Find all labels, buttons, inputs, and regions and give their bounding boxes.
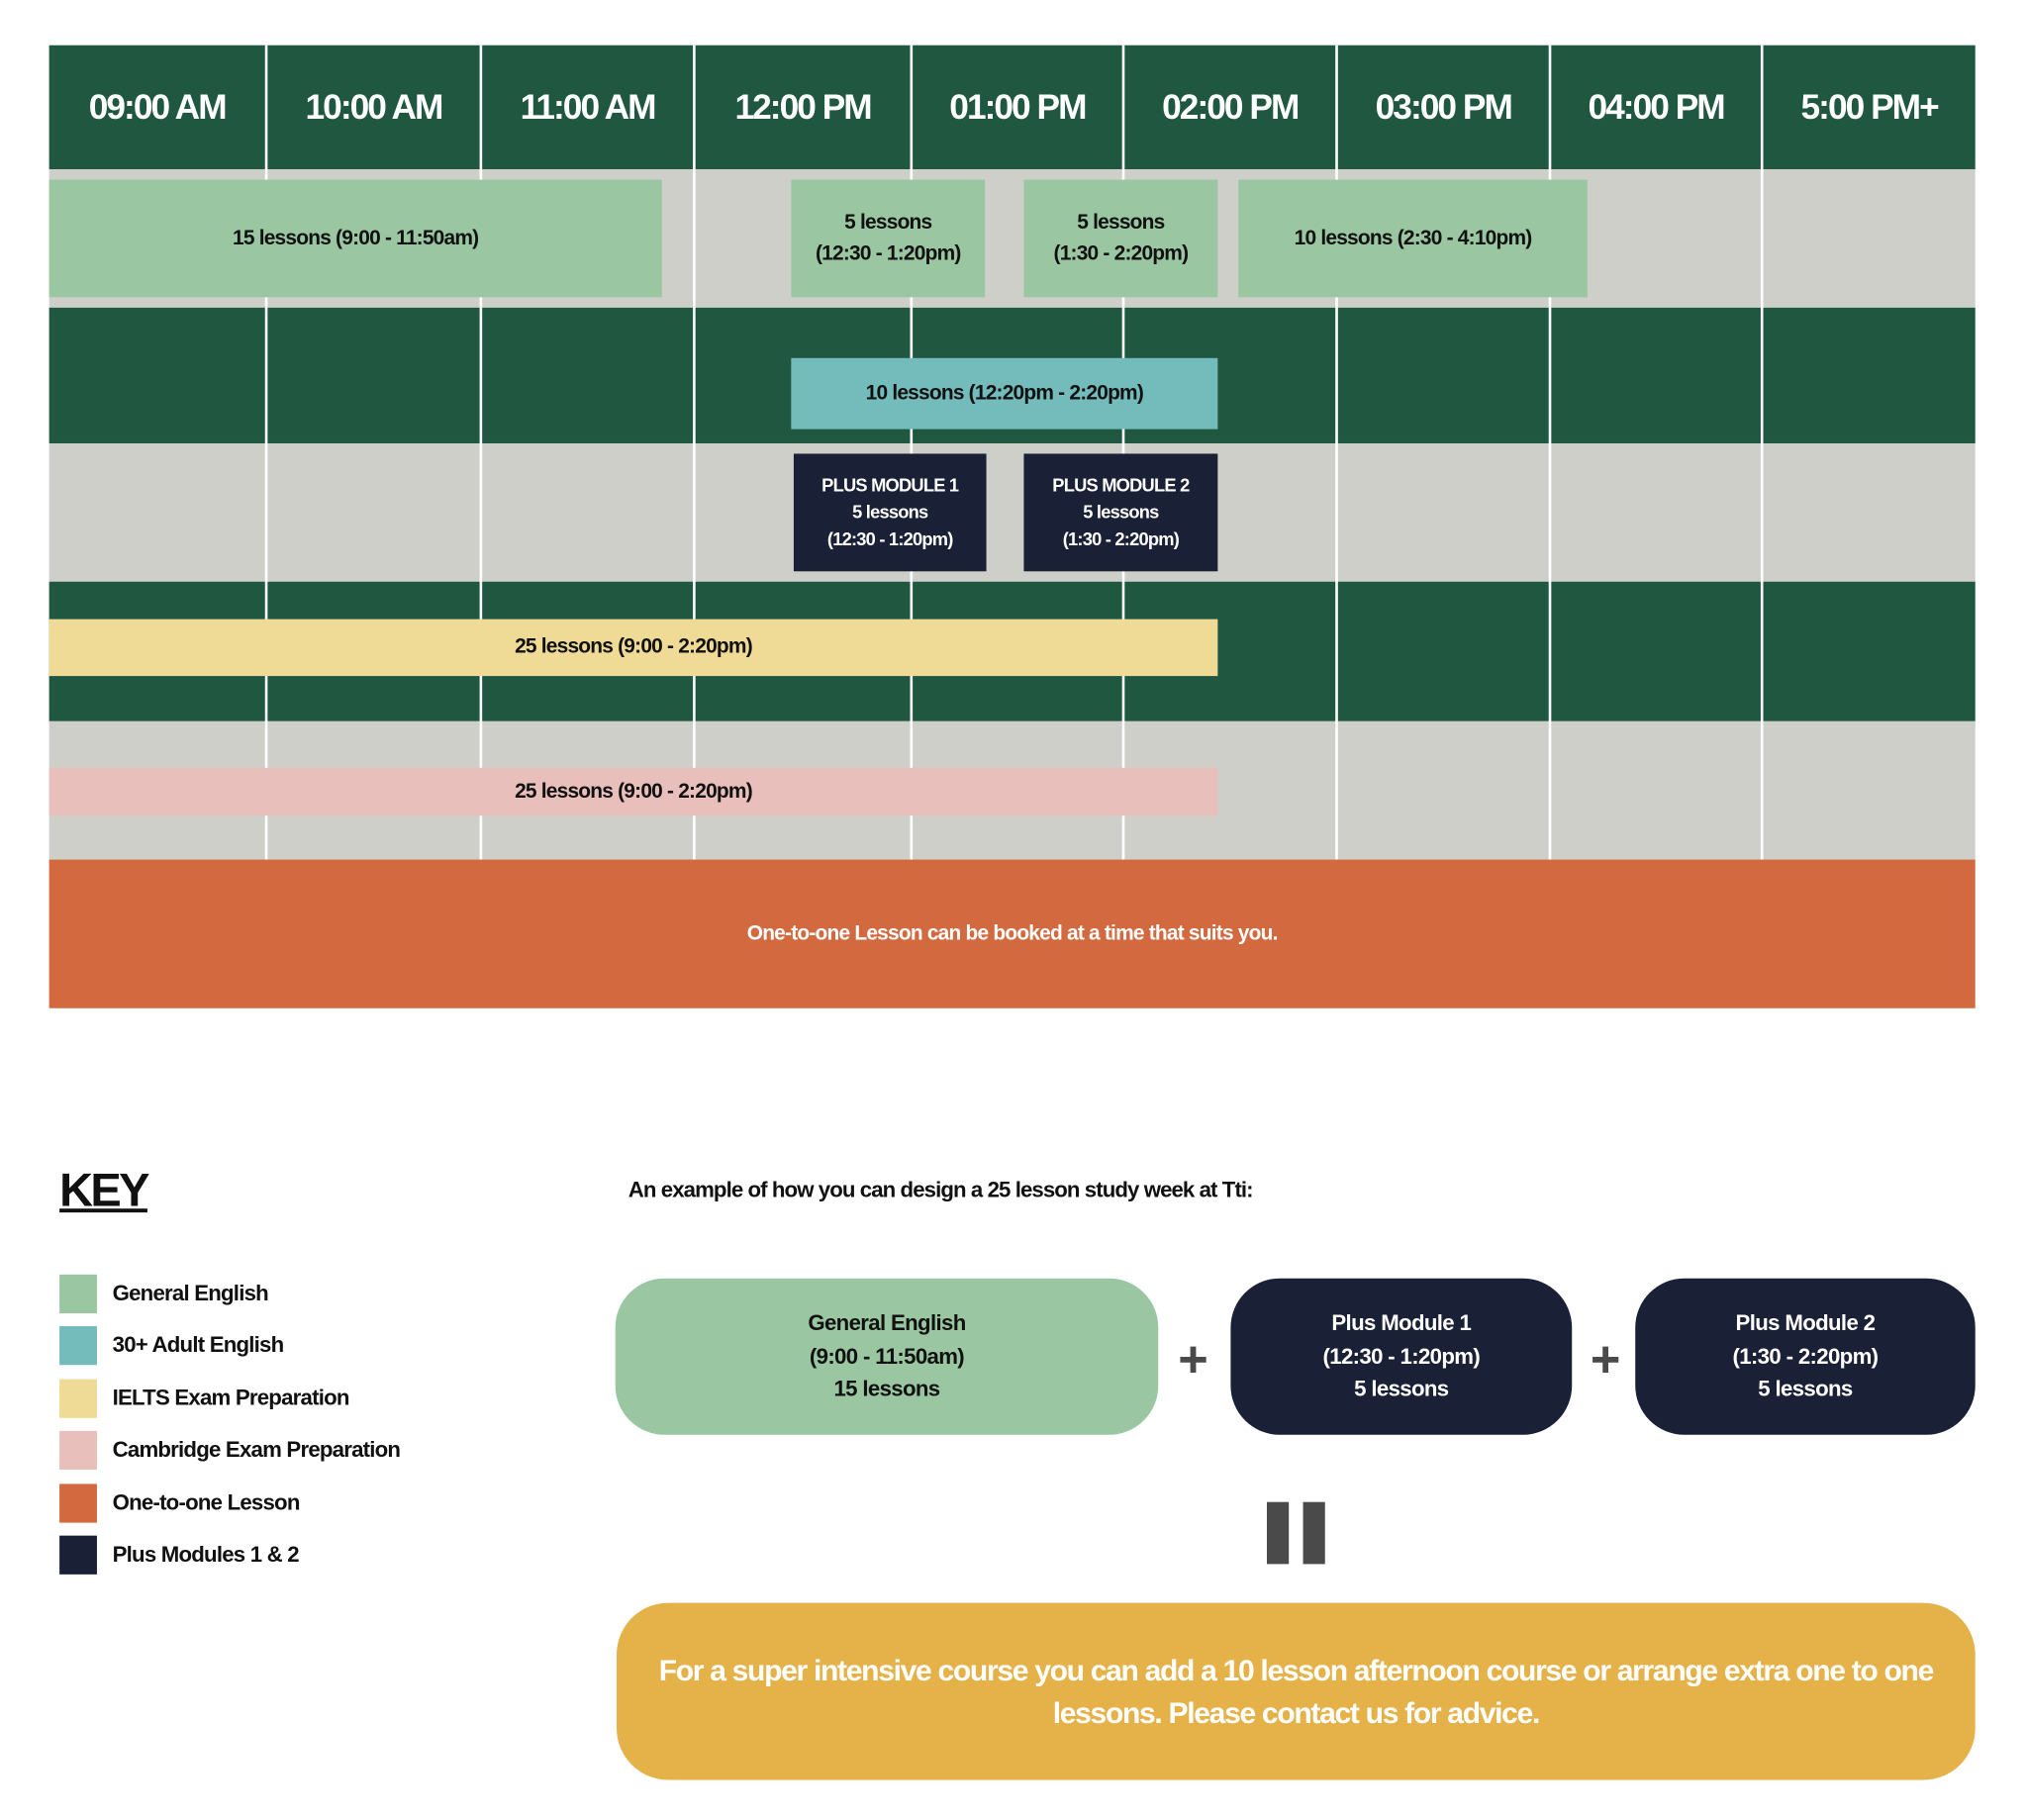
equals-icon — [1303, 1502, 1325, 1565]
general-english-block: 5 lessons (1:30 - 2:20pm) — [1023, 180, 1217, 298]
time-header: 04:00 PM — [1588, 87, 1724, 127]
key-title: KEY — [59, 1163, 147, 1217]
legend-label: One-to-one Lesson — [112, 1489, 300, 1515]
legend-swatch — [59, 1380, 97, 1418]
time-header: 03:00 PM — [1375, 87, 1511, 127]
time-header: 5:00 PM+ — [1800, 87, 1938, 127]
plus-module-block: PLUS MODULE 1 5 lessons (12:30 - 1:20pm) — [794, 453, 987, 571]
adult-english-block: 10 lessons (12:20pm - 2:20pm) — [791, 358, 1217, 430]
advice-box — [617, 1603, 1976, 1780]
example-plus-module-1-box: Plus Module 1 (12:30 - 1:20pm) 5 lessons — [1230, 1279, 1572, 1435]
legend-swatch — [59, 1484, 97, 1522]
legend-swatch — [59, 1326, 97, 1365]
time-header: 10:00 AM — [305, 87, 442, 127]
plus-module-block: PLUS MODULE 2 5 lessons (1:30 - 2:20pm) — [1023, 453, 1217, 571]
one-to-one-block: One-to-one Lesson can be booked at a time that suits you. — [49, 860, 1976, 1008]
plus-icon: + — [1178, 1331, 1208, 1389]
general-english-block: 15 lessons (9:00 - 11:50am) — [49, 180, 662, 298]
time-header: 11:00 AM — [520, 87, 655, 127]
time-header: 12:00 PM — [734, 87, 871, 127]
ielts-block: 25 lessons (9:00 - 2:20pm) — [49, 620, 1218, 676]
general-english-block: 5 lessons (12:30 - 1:20pm) — [791, 180, 985, 298]
equals-icon — [1267, 1502, 1289, 1565]
legend-label: IELTS Exam Preparation — [112, 1386, 349, 1410]
time-header: 02:00 PM — [1162, 87, 1299, 127]
cambridge-block: 25 lessons (9:00 - 2:20pm) — [49, 768, 1218, 815]
legend-label: 30+ Adult English — [112, 1332, 284, 1358]
time-header: 09:00 AM — [88, 87, 226, 127]
example-general-english-box: General English (9:00 - 11:50am) 15 lessons — [616, 1279, 1159, 1435]
legend-item — [59, 1536, 299, 1575]
legend-item — [59, 1326, 283, 1365]
legend-swatch — [59, 1275, 97, 1313]
legend-item — [59, 1275, 268, 1313]
plus-icon: + — [1590, 1331, 1621, 1389]
legend-label: Plus Modules 1 & 2 — [112, 1542, 299, 1567]
example-heading: An example of how you can design a 25 lesson study week at Tti: — [627, 1177, 1253, 1202]
legend-item — [59, 1380, 349, 1418]
time-header: 01:00 PM — [949, 87, 1086, 127]
legend-swatch — [59, 1431, 97, 1470]
legend-item — [59, 1484, 300, 1522]
legend-item — [59, 1431, 400, 1470]
legend-label: Cambridge Exam Preparation — [112, 1437, 401, 1463]
legend-label: General English — [112, 1281, 268, 1306]
example-plus-module-2-box: Plus Module 2 (1:30 - 2:20pm) 5 lessons — [1635, 1279, 1976, 1435]
legend-swatch — [59, 1536, 97, 1575]
advice-text: For a super intensive course you can add a 10 lesson afternoon course or arrange extra one to one lessons. Please contact us for advice. — [658, 1653, 1934, 1729]
general-english-block: 10 lessons (2:30 - 4:10pm) — [1238, 180, 1588, 298]
plus-modules-row — [49, 443, 1976, 582]
